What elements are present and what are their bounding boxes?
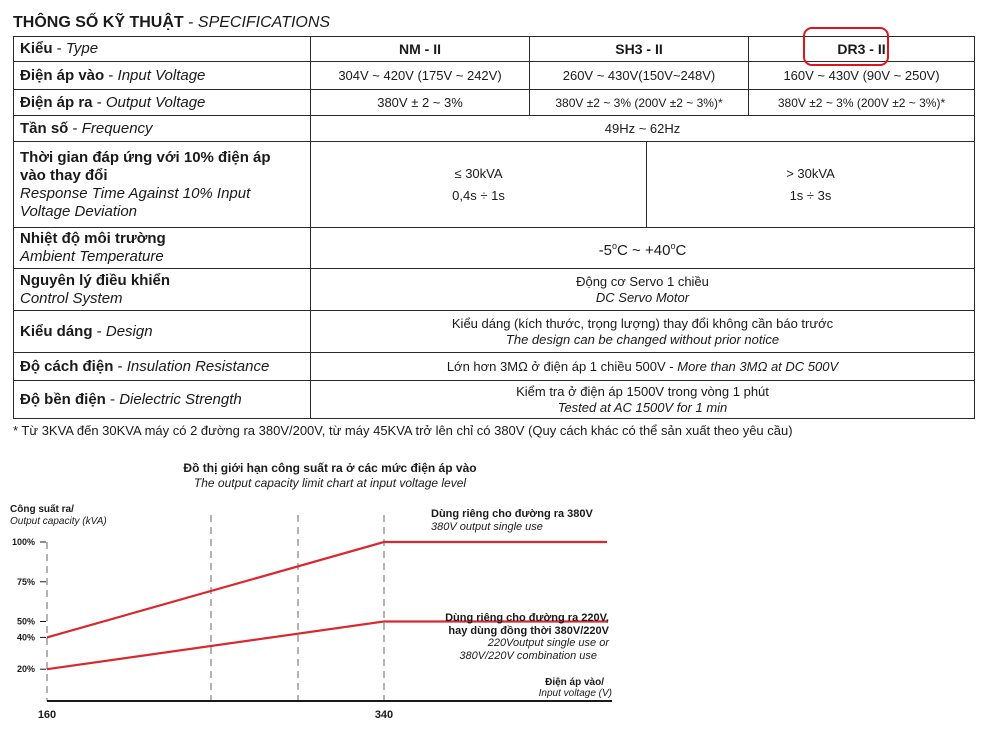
spec-table <box>13 36 975 419</box>
row-label: Thời gian đáp ứng với 10% điện áp vào thay đổi Response Time Against 10% Input Voltage Deviation <box>14 142 311 228</box>
page-title: THÔNG SỐ KỸ THUẬT - SPECIFICATIONS <box>13 14 331 31</box>
series-2-label: Dùng riêng cho đường ra 220V, <box>445 612 609 624</box>
table-row-ambient <box>14 228 975 269</box>
x-tick-label: 340 <box>374 709 394 721</box>
cell: 49Hz ~ 62Hz <box>311 116 975 142</box>
cell: 380V ±2 ~ 3% (200V ±2 ~ 3%)* <box>749 90 975 116</box>
series-2-label-2: hay dùng đồng thời 380V/220V <box>448 625 609 637</box>
table-row-frequency <box>14 116 975 142</box>
series-2-label-en-2: 380V/220V combination use <box>459 650 597 662</box>
row-label: Kiểu - Type <box>14 37 311 62</box>
row-label: Độ bền điện - Dielectric Strength <box>14 381 311 419</box>
y-tick-label: 75% <box>16 576 35 587</box>
title-vn: THÔNG SỐ KỸ THUẬT <box>13 14 184 31</box>
table-row-control <box>14 269 975 311</box>
y-axis-label: Công suất ra/ <box>10 504 74 515</box>
row-label: Điện áp ra - Output Voltage <box>14 90 311 116</box>
cell: Kiểm tra ở điện áp 1500V trong vòng 1 phút Tested at AC 1500V for 1 min <box>311 381 975 419</box>
y-tick-label: 50% <box>16 616 35 627</box>
row-label: Tần số - Frequency <box>14 116 311 142</box>
y-axis-label-en: Output capacity (kVA) <box>10 516 107 527</box>
x-axis-label: Điện áp vào/ <box>545 677 604 688</box>
series-1-label: Dùng riêng cho đường ra 380V <box>431 508 593 520</box>
row-label: Độ cách điện - Insulation Resistance <box>14 353 311 381</box>
cell: ≤ 30kVA 0,4s ÷ 1s <box>311 142 647 228</box>
cell: 304V ~ 420V (175V ~ 242V) <box>311 62 530 90</box>
cell: 160V ~ 430V (90V ~ 250V) <box>749 62 975 90</box>
row-label: Nguyên lý điều khiển Control System <box>14 269 311 311</box>
cell: 380V ± 2 ~ 3% <box>311 90 530 116</box>
cell: Lớn hơn 3MΩ ở điện áp 1 chiều 500V - More than 3MΩ at DC 500V <box>311 353 975 381</box>
chart-subtitle: The output capacity limit chart at input voltage level <box>193 476 467 490</box>
table-row-output-voltage <box>14 90 975 116</box>
highlight-circle <box>803 27 889 66</box>
cell: > 30kVA 1s ÷ 3s <box>647 142 975 228</box>
model-sh3: SH3 - II <box>530 37 749 62</box>
row-label: Nhiệt độ môi trường Ambient Temperature <box>14 228 311 269</box>
cell: -5$^o$C ~ $+40^oC$ <box>311 228 975 269</box>
footnote: * Từ 3KVA đến 30KVA máy có 2 đường ra 380V/200V, từ máy 45KVA trở lên chỉ có 380V (Quy cách khác có thể sản xuất theo yêu cầu) <box>13 423 793 438</box>
title-en: SPECIFICATIONS <box>197 14 331 31</box>
model-dr3: DR3 - II <box>749 37 975 62</box>
x-axis-label-en: Input voltage (V) <box>538 688 612 699</box>
y-tick-label: 100% <box>11 537 35 547</box>
table-row-design <box>14 311 975 353</box>
series-1-label-en: 380V output single use <box>431 521 543 533</box>
row-label: Điện áp vào - Input Voltage <box>14 62 311 90</box>
table-row-insulation <box>14 353 975 381</box>
capacity-chart <box>0 455 1000 748</box>
table-row-dielectric <box>14 381 975 419</box>
model-nm: NM - II <box>311 37 530 62</box>
table-row-response <box>14 142 975 228</box>
cell: Kiểu dáng (kích thước, trọng lượng) thay đổi không cần báo trước The design can be changed without prior notice <box>311 311 975 353</box>
series-2-label-en: 220Voutput single use or <box>487 637 609 649</box>
x-tick-label: 160 <box>37 709 57 721</box>
chart-title: Đồ thị giới hạn công suất ra ở các mức điện áp vào <box>183 461 477 475</box>
row-label: Kiểu dáng - Design <box>14 311 311 353</box>
cell: 260V ~ 430V(150V~248V) <box>530 62 749 90</box>
cell: 380V ±2 ~ 3% (200V ±2 ~ 3%)* <box>530 90 749 116</box>
y-tick-label: 20% <box>16 664 35 675</box>
y-tick-label: 40% <box>16 632 35 643</box>
cell: Động cơ Servo 1 chiều DC Servo Motor <box>311 269 975 311</box>
